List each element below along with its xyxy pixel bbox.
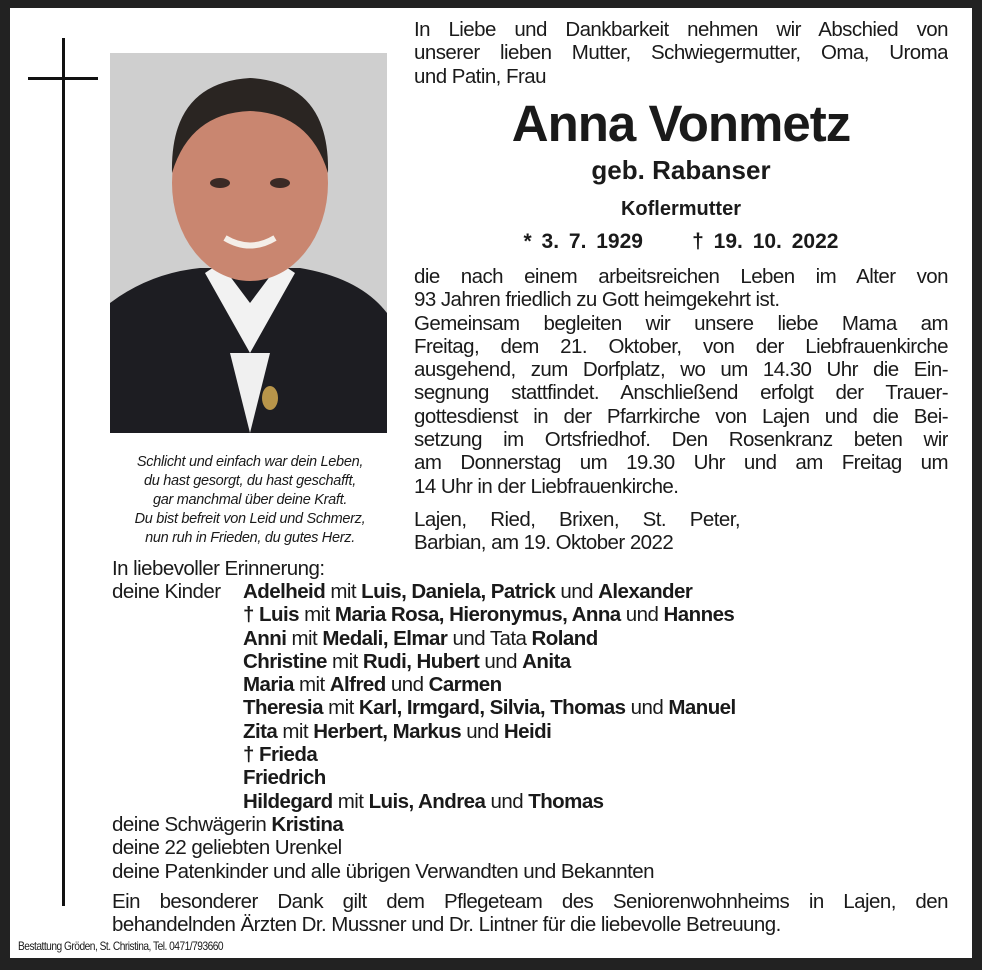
body-text [414, 265, 948, 498]
remembrance-heading: In liebevoller Erinnerung: [112, 557, 325, 580]
children-line [243, 790, 736, 813]
body-line: segnung stattfindet. Anschließend erfolgt der Trauer- [414, 381, 948, 405]
maiden-name: geb. Rabanser [591, 155, 771, 185]
connector-text: und [479, 649, 523, 673]
deceased-name: Anna Vonmetz [511, 95, 851, 152]
others-line [112, 813, 654, 836]
relative-name: Carmen [428, 673, 502, 697]
body-line: am Donnerstag um 19.30 Uhr und am Freitag um [414, 451, 948, 475]
body-line: die nach einem arbeitsreichen Leben im Alter von [414, 265, 948, 288]
connector-text: und [385, 673, 429, 697]
children-line [243, 580, 736, 603]
relative-name: Medali, Elmar [322, 626, 448, 650]
connector-text: deine 22 geliebten Urenkel [112, 836, 342, 860]
connector-text: deine Patenkinder und alle übrigen Verwandten und Bekannten [112, 859, 654, 883]
connector-text: und Tata [447, 626, 532, 650]
relative-name: Kristina [271, 813, 344, 836]
relative-name: Zita [243, 719, 278, 743]
funeral-home-footer: Bestattung Gröden, St. Christina, Tel. 0471/793660 [18, 939, 224, 953]
poem-line: nun ruh in Frieden, du gutes Herz. [145, 530, 355, 546]
thanks-line: behandelnden Ärzten Dr. Mussner und Dr. Lintner für die liebevolle Betreuung. [112, 913, 781, 937]
other-relatives [112, 813, 654, 883]
children-line [243, 720, 736, 743]
relative-name: † Luis [243, 603, 299, 627]
poem-line: Du bist befreit von Leid und Schmerz, [134, 511, 366, 527]
poem [105, 453, 395, 548]
body-line: gottesdienst in der Pfarrkirche von Lajen und die Bei- [414, 404, 948, 428]
intro-text [414, 18, 948, 88]
children-line [243, 696, 736, 719]
place-date-line: Lajen, Ried, Brixen, St. Peter, [414, 508, 740, 531]
relative-name: Maria [243, 673, 294, 697]
connector-text: und [555, 580, 599, 603]
body-line: setzung im Ortsfriedhof. Den Rosenkranz beten wir [414, 428, 948, 452]
body-line: 93 Jahren friedlich zu Gott heimgekehrt ist. [414, 288, 780, 312]
place-date [414, 508, 740, 555]
body-line: ausgehend, zum Dorfplatz, wo um 14.30 Uhr die Ein- [414, 358, 948, 382]
cross-icon [62, 38, 65, 906]
poem-line: du hast gesorgt, du hast geschafft, [144, 473, 356, 489]
connector-text: mit [277, 719, 314, 743]
relative-name: Anita [522, 649, 571, 673]
relative-name: Luis, Andrea [368, 789, 486, 813]
connector-text: und [461, 719, 504, 743]
children-label: deine Kinder [112, 580, 221, 603]
relative-name: Friedrich [243, 766, 326, 790]
relative-name: Hannes [663, 603, 735, 627]
others-line [112, 836, 654, 859]
children-line [243, 627, 736, 650]
relative-name: Karl, Irmgard, Silvia, Thomas [358, 696, 626, 720]
poem-line: gar manchmal über deine Kraft. [152, 492, 348, 508]
connector-text: mit [298, 603, 335, 627]
relative-name: Maria Rosa, Hieronymus, Anna [334, 603, 621, 627]
children-line [243, 603, 736, 626]
death-date: † 19. 10. 2022 [692, 230, 839, 253]
relative-name: Manuel [668, 696, 736, 720]
children-line [243, 673, 736, 696]
place-date-line: Barbian, am 19. Oktober 2022 [414, 531, 674, 555]
connector-text: mit [332, 789, 369, 813]
relative-name: Alfred [329, 673, 386, 697]
cross-icon-bar [28, 77, 98, 80]
poem-line: Schlicht und einfach war dein Leben, [136, 454, 364, 470]
birth-date: * 3. 7. 1929 [523, 230, 643, 253]
connector-text: und [485, 789, 529, 813]
body-line: Freitag, dem 21. Oktober, von der Liebfrauenkirche [414, 334, 948, 358]
thanks-text [112, 890, 948, 937]
relative-name: Roland [531, 626, 598, 650]
connector-text: mit [326, 649, 363, 673]
portrait-photo [110, 53, 387, 433]
relative-name: Luis, Daniela, Patrick [361, 580, 556, 603]
children-list [243, 580, 736, 813]
connector-text: und [625, 696, 669, 720]
relative-name: † Frieda [243, 743, 318, 767]
relative-name: Herbert, Markus [313, 719, 462, 743]
relative-name: Rudi, Hubert [362, 649, 480, 673]
house-name: Koflermutter [620, 198, 741, 220]
thanks-line: Ein besonderer Dank gilt dem Pflegeteam des Seniorenwohnheims in Lajen, den [112, 890, 948, 913]
relative-name: Thomas [528, 789, 604, 813]
relative-name: Heidi [503, 719, 552, 743]
connector-text: und [620, 603, 664, 627]
body-line: 14 Uhr in der Liebfrauenkirche. [414, 474, 679, 498]
children-line [243, 650, 736, 673]
relative-name: Christine [243, 649, 327, 673]
connector-text: mit [322, 696, 359, 720]
others-line [112, 860, 654, 883]
connector-text: mit [325, 580, 362, 603]
connector-text: mit [293, 673, 330, 697]
children-line [243, 766, 736, 789]
relative-name: Anni [243, 626, 287, 650]
intro-line: und Patin, Frau [414, 64, 546, 88]
relative-name: Alexander [598, 580, 693, 603]
intro-line: In Liebe und Dankbarkeit nehmen wir Abschied von [414, 18, 948, 41]
obituary-notice [10, 8, 972, 958]
relative-name: Adelheid [243, 580, 326, 603]
children-line [243, 743, 736, 766]
life-dates [414, 229, 948, 255]
intro-line: unserer lieben Mutter, Schwiegermutter, Oma, Uroma [414, 41, 948, 65]
body-line: Gemeinsam begleiten wir unsere liebe Mama am [414, 311, 948, 335]
connector-text: deine Schwägerin [112, 813, 272, 836]
relative-name: Hildegard [243, 789, 333, 813]
relative-name: Theresia [243, 696, 323, 720]
connector-text: mit [286, 626, 323, 650]
